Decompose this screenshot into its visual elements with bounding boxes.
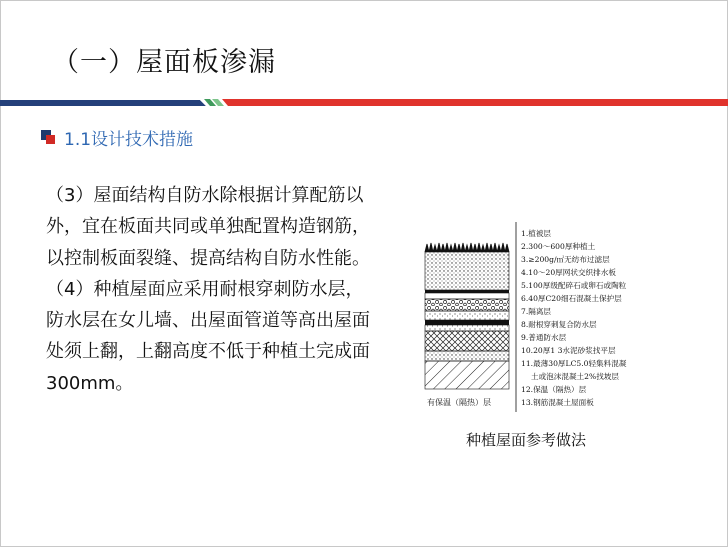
screed-layer <box>425 325 509 331</box>
legend-item: 10.20厚1 3水泥砂浆找平层 <box>521 346 616 355</box>
legend-item: 1.植被层 <box>521 229 552 238</box>
diagram-bottom-label: 有保温（隔热）层 <box>427 398 491 407</box>
body-text <box>46 180 376 399</box>
legend-item: 3.≥200g/㎡无纺布过滤层 <box>521 255 610 264</box>
vegetation-layer <box>425 243 509 252</box>
legend-item: 9.普通防水层 <box>521 333 567 342</box>
legend-item: 8.耐根穿刺复合防水层 <box>521 320 597 329</box>
slab-layer <box>425 361 509 389</box>
legend-item: 11.最薄30厚LC5.0轻集料混凝 <box>521 359 627 368</box>
legend-item: 13.钢筋混凝土屋面板 <box>521 398 594 407</box>
subtitle-bullet-icon <box>41 130 55 144</box>
paragraph-3: （3）屋面结构自防水除根据计算配筋以外，宜在板面共同或单独配置构造钢筋，以控制板面裂缝、提高结构自防水性能。 <box>46 185 370 269</box>
legend-item: 12.保温（隔热）层 <box>521 385 587 394</box>
section-subtitle: 1.1设计技术措施 <box>64 130 194 150</box>
filter-layer <box>425 290 509 293</box>
paragraph-4: （4）种植屋面应采用耐根穿刺防水层，防水层在女儿墙、出屋面管道等高出屋面处须上翻，上翻高度不低于种植土完成面300mm。 <box>46 278 370 394</box>
gravel-layer <box>425 299 509 311</box>
slope-layer <box>425 331 509 351</box>
drain-board-layer <box>425 293 509 299</box>
figure-caption: 种植屋面参考做法 <box>466 431 587 449</box>
soil-layer <box>425 252 509 290</box>
legend-item: 5.100厚级配碎石或卵石或陶粒 <box>521 281 627 290</box>
legend-item: 土或泡沫混凝土2%找坡层 <box>531 372 619 381</box>
page-title: （一）屋面板渗漏 <box>52 47 276 78</box>
divider-red-segment <box>222 99 728 106</box>
insulation-layer <box>425 351 509 361</box>
diagram-legend <box>521 228 627 407</box>
divider-navy-segment <box>0 100 206 106</box>
legend-item: 2.300～600厚种植土 <box>521 242 596 251</box>
waterproof-layers <box>425 320 509 325</box>
protection-layer <box>425 311 509 320</box>
legend-item: 6.40厚C20细石混凝土保护层 <box>521 294 622 303</box>
title-divider-bar <box>0 96 728 110</box>
legend-item: 7.隔离层 <box>521 307 552 316</box>
legend-item: 4.10～20厚网状交织排水板 <box>521 268 616 277</box>
roof-section-diagram <box>419 222 659 417</box>
